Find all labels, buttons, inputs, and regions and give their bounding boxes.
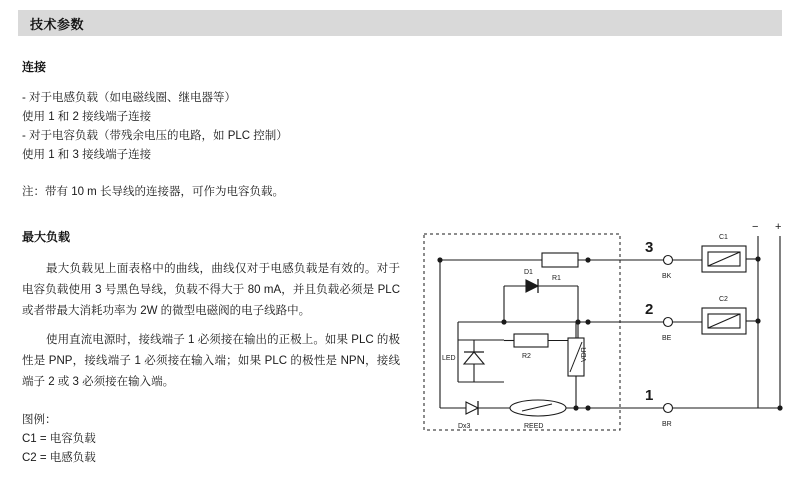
section-header-bar — [18, 10, 782, 36]
text-column — [22, 58, 422, 468]
connection-line-4: 使用 1 和 3 接线端子连接 — [22, 149, 152, 161]
c1-label: C1 — [719, 234, 728, 241]
max-load-paragraph-2: 使用直流电源时，接线端子 1 必须接在输出的正极上。如果 PLC 的极性是 PNP，接线端子 1 必须接在输入端；如果 PLC 的极性是 NPN，接线端子 2 或 3 必须接在输入端。 — [22, 334, 400, 388]
dx3-label: Dx3 — [458, 423, 471, 430]
terminal-3-label: 3 — [645, 239, 654, 256]
spacer — [22, 322, 422, 330]
circuit-diagram — [418, 212, 786, 462]
legend-item-c1: C1 = 电容负载 — [22, 433, 96, 445]
wire-bk-label: BK — [662, 273, 672, 280]
vdr-label: VDR — [581, 347, 588, 362]
connection-line-1: - 对于电感负载（如电磁线圈、继电器等） — [22, 92, 237, 104]
legend-item-c2: C2 = 电感负载 — [22, 452, 96, 464]
spacer — [22, 165, 422, 183]
r2-label: R2 — [522, 353, 531, 360]
page-title: 技术参数 — [30, 16, 85, 32]
spacer — [22, 202, 422, 228]
wire-be-label: BE — [662, 335, 672, 342]
supply-minus-label: − — [752, 221, 759, 233]
legend-heading: 图例： — [22, 414, 57, 426]
wire-br-label: BR — [662, 421, 672, 428]
supply-plus-label: + — [775, 221, 782, 233]
d1-label: D1 — [524, 269, 533, 276]
connection-note: 注：带有 10 m 长导线的连接器，可作为电容负载。 — [22, 186, 284, 198]
terminal-2-label: 2 — [645, 301, 654, 318]
r1-label: R1 — [552, 275, 561, 282]
led-label: LED — [442, 355, 456, 362]
c2-label: C2 — [719, 296, 728, 303]
connection-line-3: - 对于电容负载（带残余电压的电路，如 PLC 控制） — [22, 130, 288, 142]
max-load-heading: 最大负载 — [22, 230, 71, 244]
reed-label: REED — [524, 423, 544, 430]
spacer — [22, 393, 422, 411]
terminal-1-label: 1 — [645, 387, 654, 404]
connection-line-2: 使用 1 和 2 接线端子连接 — [22, 111, 152, 123]
connection-heading: 连接 — [22, 60, 47, 74]
max-load-paragraph-1: 最大负载见上面表格中的曲线，曲线仅对于电感负载是有效的。对于电容负载使用 3 号黑色导线，负载不得大于 80 mA，并且负载必须是 PLC 或者带最大消耗功率为 2W 的微型电磁阀的电子线路中。 — [22, 263, 400, 317]
